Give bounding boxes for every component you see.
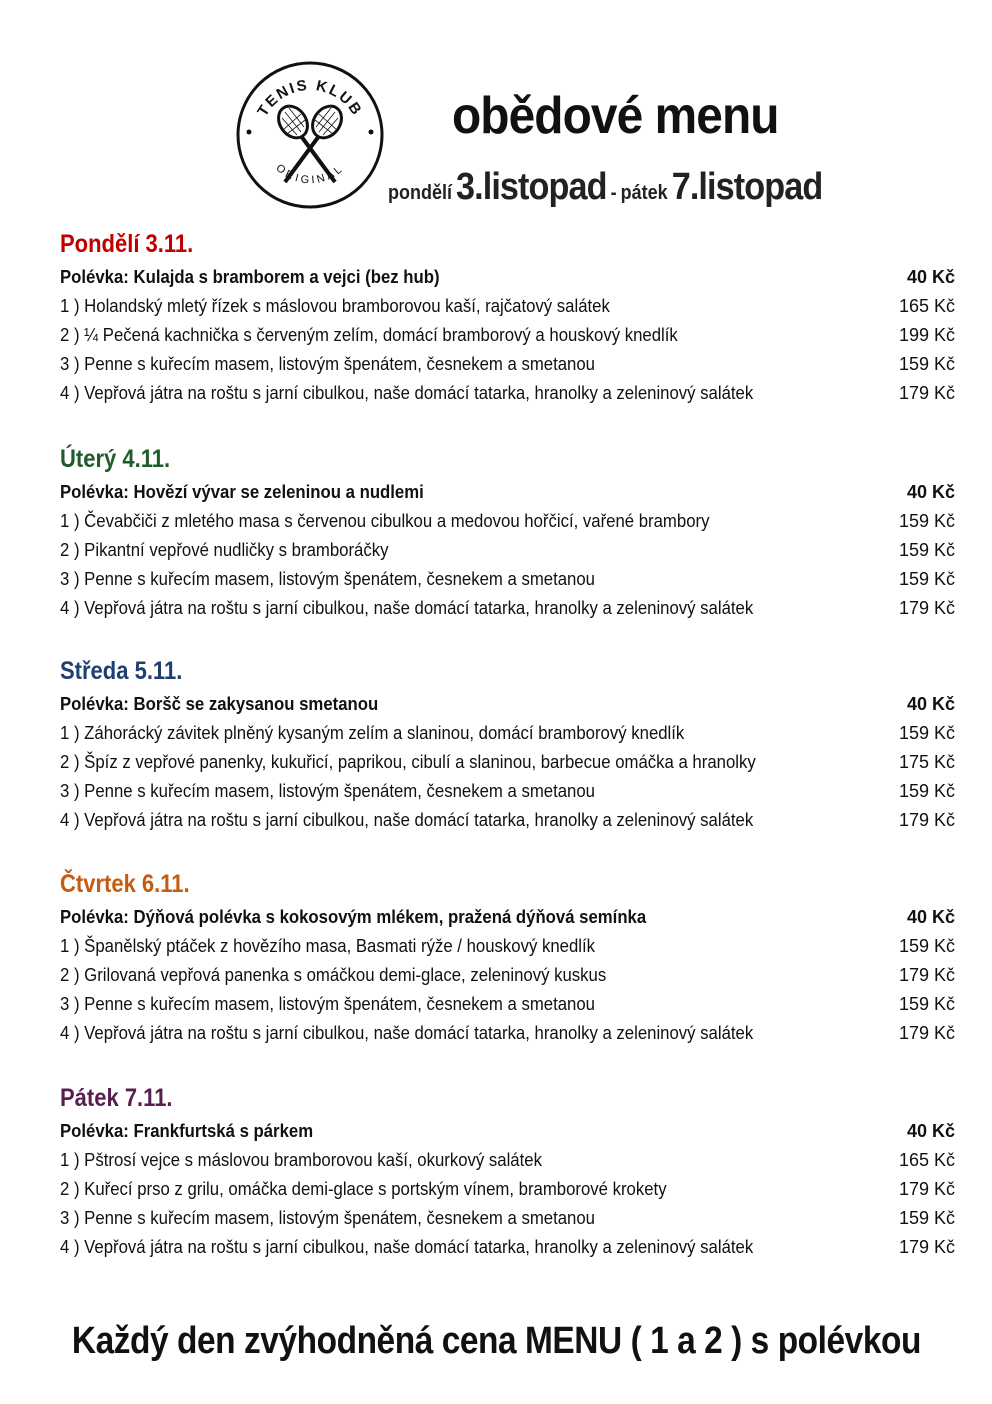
menu-item-price: 179 Kč	[898, 965, 955, 985]
menu-item	[60, 565, 955, 594]
menu-item	[60, 1019, 955, 1048]
menu-item	[60, 321, 955, 350]
menu-item-text: 1 ) Čevabčiči z mletého masa s červenou cibulkou a medovou hořčicí, vařené brambory	[60, 511, 710, 531]
soup-price: 40 Kč	[906, 482, 955, 502]
day-title: Čtvrtek 6.11.	[60, 870, 190, 898]
menu-item	[60, 961, 955, 990]
menu-item	[60, 719, 955, 748]
soup-row	[60, 1117, 955, 1146]
menu-item-text: 3 ) Penne s kuřecím masem, listovým špenátem, česnekem a smetanou	[60, 994, 595, 1014]
menu-item-price: 159 Kč	[898, 781, 955, 801]
menu-item-text: 2 ) ¼ Pečená kachnička s červeným zelím, domácí bramborový a houskový knedlík	[60, 325, 678, 345]
soup-row	[60, 690, 955, 719]
menu-item-price: 165 Kč	[898, 296, 955, 316]
menu-item	[60, 507, 955, 536]
day-title: Středa 5.11.	[60, 657, 183, 685]
menu-item	[60, 350, 955, 379]
menu-item-text: 2 ) Kuřecí prso z grilu, omáčka demi-glace s portským vínem, bramborové krokety	[60, 1179, 667, 1199]
soup-text: Polévka: Hovězí vývar se zeleninou a nudlemi	[60, 482, 424, 502]
menu-item	[60, 990, 955, 1019]
menu-item	[60, 379, 955, 408]
menu-item-price: 159 Kč	[898, 936, 955, 956]
soup-row	[60, 903, 955, 932]
menu-item-price: 159 Kč	[898, 994, 955, 1014]
menu-item-text: 2 ) Špíz z vepřové panenky, kukuřicí, paprikou, cibulí a slaninou, barbecue omáčka a hranolky	[60, 752, 756, 772]
soup-text: Polévka: Kulajda s bramborem a vejci (bez hub)	[60, 267, 440, 287]
menu-item-price: 179 Kč	[898, 810, 955, 830]
menu-item-text: 4 ) Vepřová játra na roštu s jarní cibulkou, naše domácí tatarka, hranolky a zeleninový salátek	[60, 383, 754, 403]
date-separator: -	[610, 182, 617, 204]
menu-item	[60, 1146, 955, 1175]
menu-item-text: 3 ) Penne s kuřecím masem, listovým špenátem, česnekem a smetanou	[60, 1208, 595, 1228]
menu-item-price: 199 Kč	[898, 325, 955, 345]
menu-item-text: 1 ) Španělský ptáček z hovězího masa, Basmati rýže / houskový knedlík	[60, 936, 596, 956]
page-title: obědové menu	[452, 87, 779, 145]
menu-item-text: 1 ) Záhorácký závitek plněný kysaným zelím a slaninou, domácí bramborový knedlík	[60, 723, 685, 743]
menu-item-price: 159 Kč	[898, 569, 955, 589]
menu-item-price: 179 Kč	[898, 1023, 955, 1043]
menu-item-price: 159 Kč	[898, 354, 955, 374]
day-section-tuesday	[60, 440, 955, 623]
soup-price: 40 Kč	[906, 694, 955, 714]
menu-item	[60, 1175, 955, 1204]
footer-text: Každý den zvýhodněná cena MENU ( 1 a 2 ) s polévkou	[71, 1320, 921, 1362]
soup-text: Polévka: Dýňová polévka s kokosovým mlékem, pražená dýňová semínka	[60, 907, 647, 927]
menu-item	[60, 594, 955, 623]
day-title: Úterý 4.11.	[60, 445, 171, 473]
menu-item-text: 3 ) Penne s kuřecím masem, listovým špenátem, česnekem a smetanou	[60, 569, 595, 589]
logo-top-text: TENIS KLUB	[254, 76, 366, 120]
day-section-friday	[60, 1079, 955, 1262]
menu-item-price: 179 Kč	[898, 383, 955, 403]
soup-text: Polévka: Frankfurtská s párkem	[60, 1121, 314, 1141]
menu-item-text: 2 ) Pikantní vepřové nudličky s bramboráčky	[60, 540, 389, 560]
menu-item	[60, 932, 955, 961]
day-title: Pátek 7.11.	[60, 1084, 173, 1112]
menu-item	[60, 1204, 955, 1233]
menu-item-price: 165 Kč	[898, 1150, 955, 1170]
soup-row	[60, 478, 955, 507]
menu-item	[60, 748, 955, 777]
menu-item-text: 3 ) Penne s kuřecím masem, listovým špenátem, česnekem a smetanou	[60, 354, 595, 374]
menu-item	[60, 806, 955, 835]
soup-row	[60, 263, 955, 292]
menu-item-price: 179 Kč	[898, 1179, 955, 1199]
day-section-wednesday	[60, 652, 955, 835]
date-to: 7.listopad	[671, 166, 823, 208]
menu-item-text: 2 ) Grilovaná vepřová panenka s omáčkou demi-glace, zeleninový kuskus	[60, 965, 607, 985]
day-section-monday	[60, 225, 955, 408]
soup-price: 40 Kč	[906, 267, 955, 287]
menu-item-price: 159 Kč	[898, 723, 955, 743]
menu-item-text: 4 ) Vepřová játra na roštu s jarní cibulkou, naše domácí tatarka, hranolky a zeleninový salátek	[60, 1237, 754, 1257]
menu-item	[60, 777, 955, 806]
soup-text: Polévka: Boršč se zakysanou smetanou	[60, 694, 379, 714]
soup-price: 40 Kč	[906, 907, 955, 927]
date-to-label: pátek	[620, 182, 668, 204]
date-from: 3.listopad	[456, 166, 607, 208]
menu-item	[60, 536, 955, 565]
menu-item-text: 1 ) Holandský mletý řízek s máslovou bramborovou kaší, rajčatový salátek	[60, 296, 610, 316]
logo-bottom-text: ORIGINAL	[273, 162, 347, 187]
day-title: Pondělí 3.11.	[60, 230, 194, 258]
menu-item-text: 4 ) Vepřová játra na roštu s jarní cibulkou, naše domácí tatarka, hranolky a zeleninový salátek	[60, 598, 754, 618]
menu-item-text: 4 ) Vepřová játra na roštu s jarní cibulkou, naše domácí tatarka, hranolky a zeleninový salátek	[60, 810, 754, 830]
date-from-label: pondělí	[388, 182, 452, 204]
menu-item-text: 4 ) Vepřová játra na roštu s jarní cibulkou, naše domácí tatarka, hranolky a zeleninový salátek	[60, 1023, 754, 1043]
menu-item-price: 179 Kč	[898, 598, 955, 618]
menu-item-text: 3 ) Penne s kuřecím masem, listovým špenátem, česnekem a smetanou	[60, 781, 595, 801]
menu-item-price: 159 Kč	[898, 1208, 955, 1228]
menu-item	[60, 1233, 955, 1262]
footer-note	[0, 1320, 992, 1363]
menu-item-price: 159 Kč	[898, 540, 955, 560]
tenis-klub-logo	[235, 60, 385, 210]
menu-item	[60, 292, 955, 321]
date-range	[388, 166, 822, 209]
soup-price: 40 Kč	[906, 1121, 955, 1141]
day-section-thursday	[60, 865, 955, 1048]
menu-item-price: 159 Kč	[898, 511, 955, 531]
menu-item-price: 175 Kč	[898, 752, 955, 772]
menu-item-price: 179 Kč	[898, 1237, 955, 1257]
menu-item-text: 1 ) Pštrosí vejce s máslovou bramborovou kaší, okurkový salátek	[60, 1150, 542, 1170]
